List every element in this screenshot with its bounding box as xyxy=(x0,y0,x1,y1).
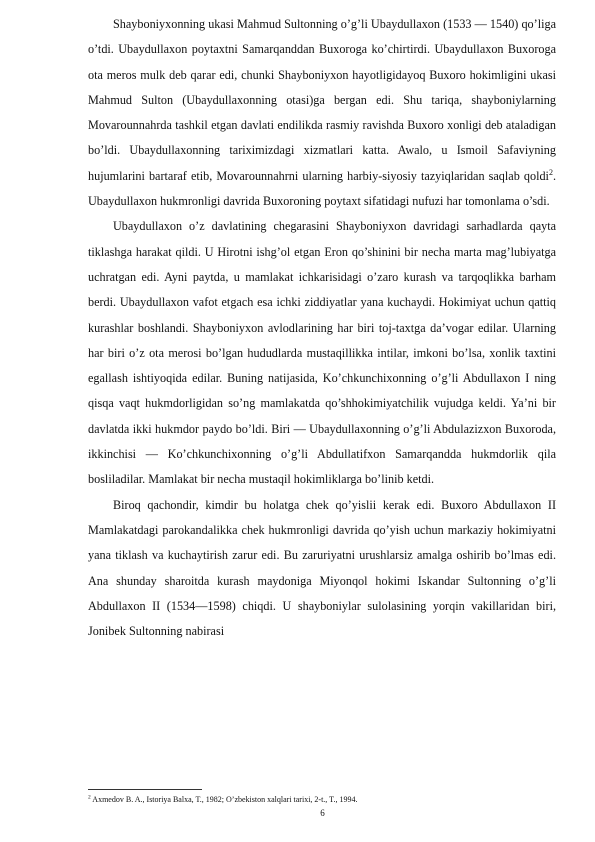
page-number: 6 xyxy=(320,808,325,818)
footnote xyxy=(88,794,556,805)
paragraph-2: Ubaydullaxon o’z davlatining chegarasini Shayboniyxon davridagi sarhadlarda qayta tiklashga harakat qildi. U Hirotni ishg’ol etgan Eron qo’shinini bir necha marta mag’lubiyatga uchratgan edi. Ayni paytda, u mamlakat ichkarisidagi o’zaro kurash va tarqoqlikka barham berdi. Ubaydullaxon vafot etgach esa ichki ziddiyatlar yana kuchaydi. Hokimiyat uchun qattiq kurashlar boshlandi. Shayboniyxon avlodlarining har biri toj-taxtga da’vogar edilar. Ularning har biri o’z ota merosi bo’lgan hududlarda mustaqillikka intilar, imkoni bo’lsa, xonlik taxtini egallash ishtiyoqida edilar. Buning natijasida, Ko’chkunchixonning o’g’li Abdullaxon I ning qisqa vaqt hukmdorligidan so’ng mamlakatda qo’shhokimiyatchilik vujudga keldi. Ya’ni bir davlatda ikki hukmdor paydo bo’ldi. Biri — Ubaydullaxonning o’g’li Abdulazizxon Buxoroda, ikkinchisi — Ko’chkunchixonning o’g’li Abdullatifxon Samarqandda hukmdorlik qila bosliladilar. Mamlakat bir necha mustaqil hokimliklarga bo’linib ketdi. xyxy=(88,219,556,487)
paragraph-1-text: Shayboniyxonning ukasi Mahmud Sultonning o’g’li Ubaydullaxon (1533 — 1540) qo’liga o’tdi. Ubaydullaxon poytaxtni Samarqanddan Buxoroga ko’chirtirdi. Ubaydullaxon Buxoroga ota meros mulk deb qarar edi, chunki Shayboniyxon hayotligidayoq Buxoro hokimligini ukasi Mahmud Sulton (Ubaydullaxonning otasi)ga bergan edi. Shu tariqa, shayboniylarning Movarounnahrda tashkil etgan davlati endilikda rasmiy ravishda Buxoro xonligi deb ataladigan bo’ldi. Ubaydullaxonning tariximizdagi xizmatlari katta. Awalo, u Ismoil Safaviyning hujumlarini bartaraf etib, Movarounnahrni ularning harbiy-siyosiy tazyiqlaridan saqlab qoldi xyxy=(88,17,556,183)
footnote-separator xyxy=(88,789,202,790)
paragraph-1-text-end: . Ubaydullaxon hukmronligi davrida Buxoroning poytaxt sifatidagi nufuzi har tomonlama o’sdi. xyxy=(88,168,556,209)
footnote-text: Axmedov B. A., Istoriya Balxa, T., 1982; O’zbekiston xalqlari tarixi, 2-t., T., 1994. xyxy=(90,795,358,804)
body-text xyxy=(88,12,556,644)
footnote-reference[interactable]: 2 xyxy=(548,167,553,177)
paragraph-1 xyxy=(88,12,556,214)
footnote-marker: 2 xyxy=(88,794,91,801)
paragraph-3: Biroq qachondir, kimdir bu holatga chek qo’yislii kerak edi. Buxoro Abdullaxon II Mamlakatdagi parokandalikka chek hukmronligi davrida qo’yish uchun markaziy hokimiyatni yana tiklash va kuchaytirish zarur edi. Bu zaruriyatni urushlarsiz amalga oshirib bo’lmas edi. Ana shunday sharoitda kurash maydoniga Miyonqol hokimi Iskandar Sultonning o’g’li Abdullaxon II (1534—1598) chiqdi. U shayboniylar sulolasining yorqin vakillaridan biri, Jonibek Sultonning nabirasi xyxy=(88,497,556,639)
